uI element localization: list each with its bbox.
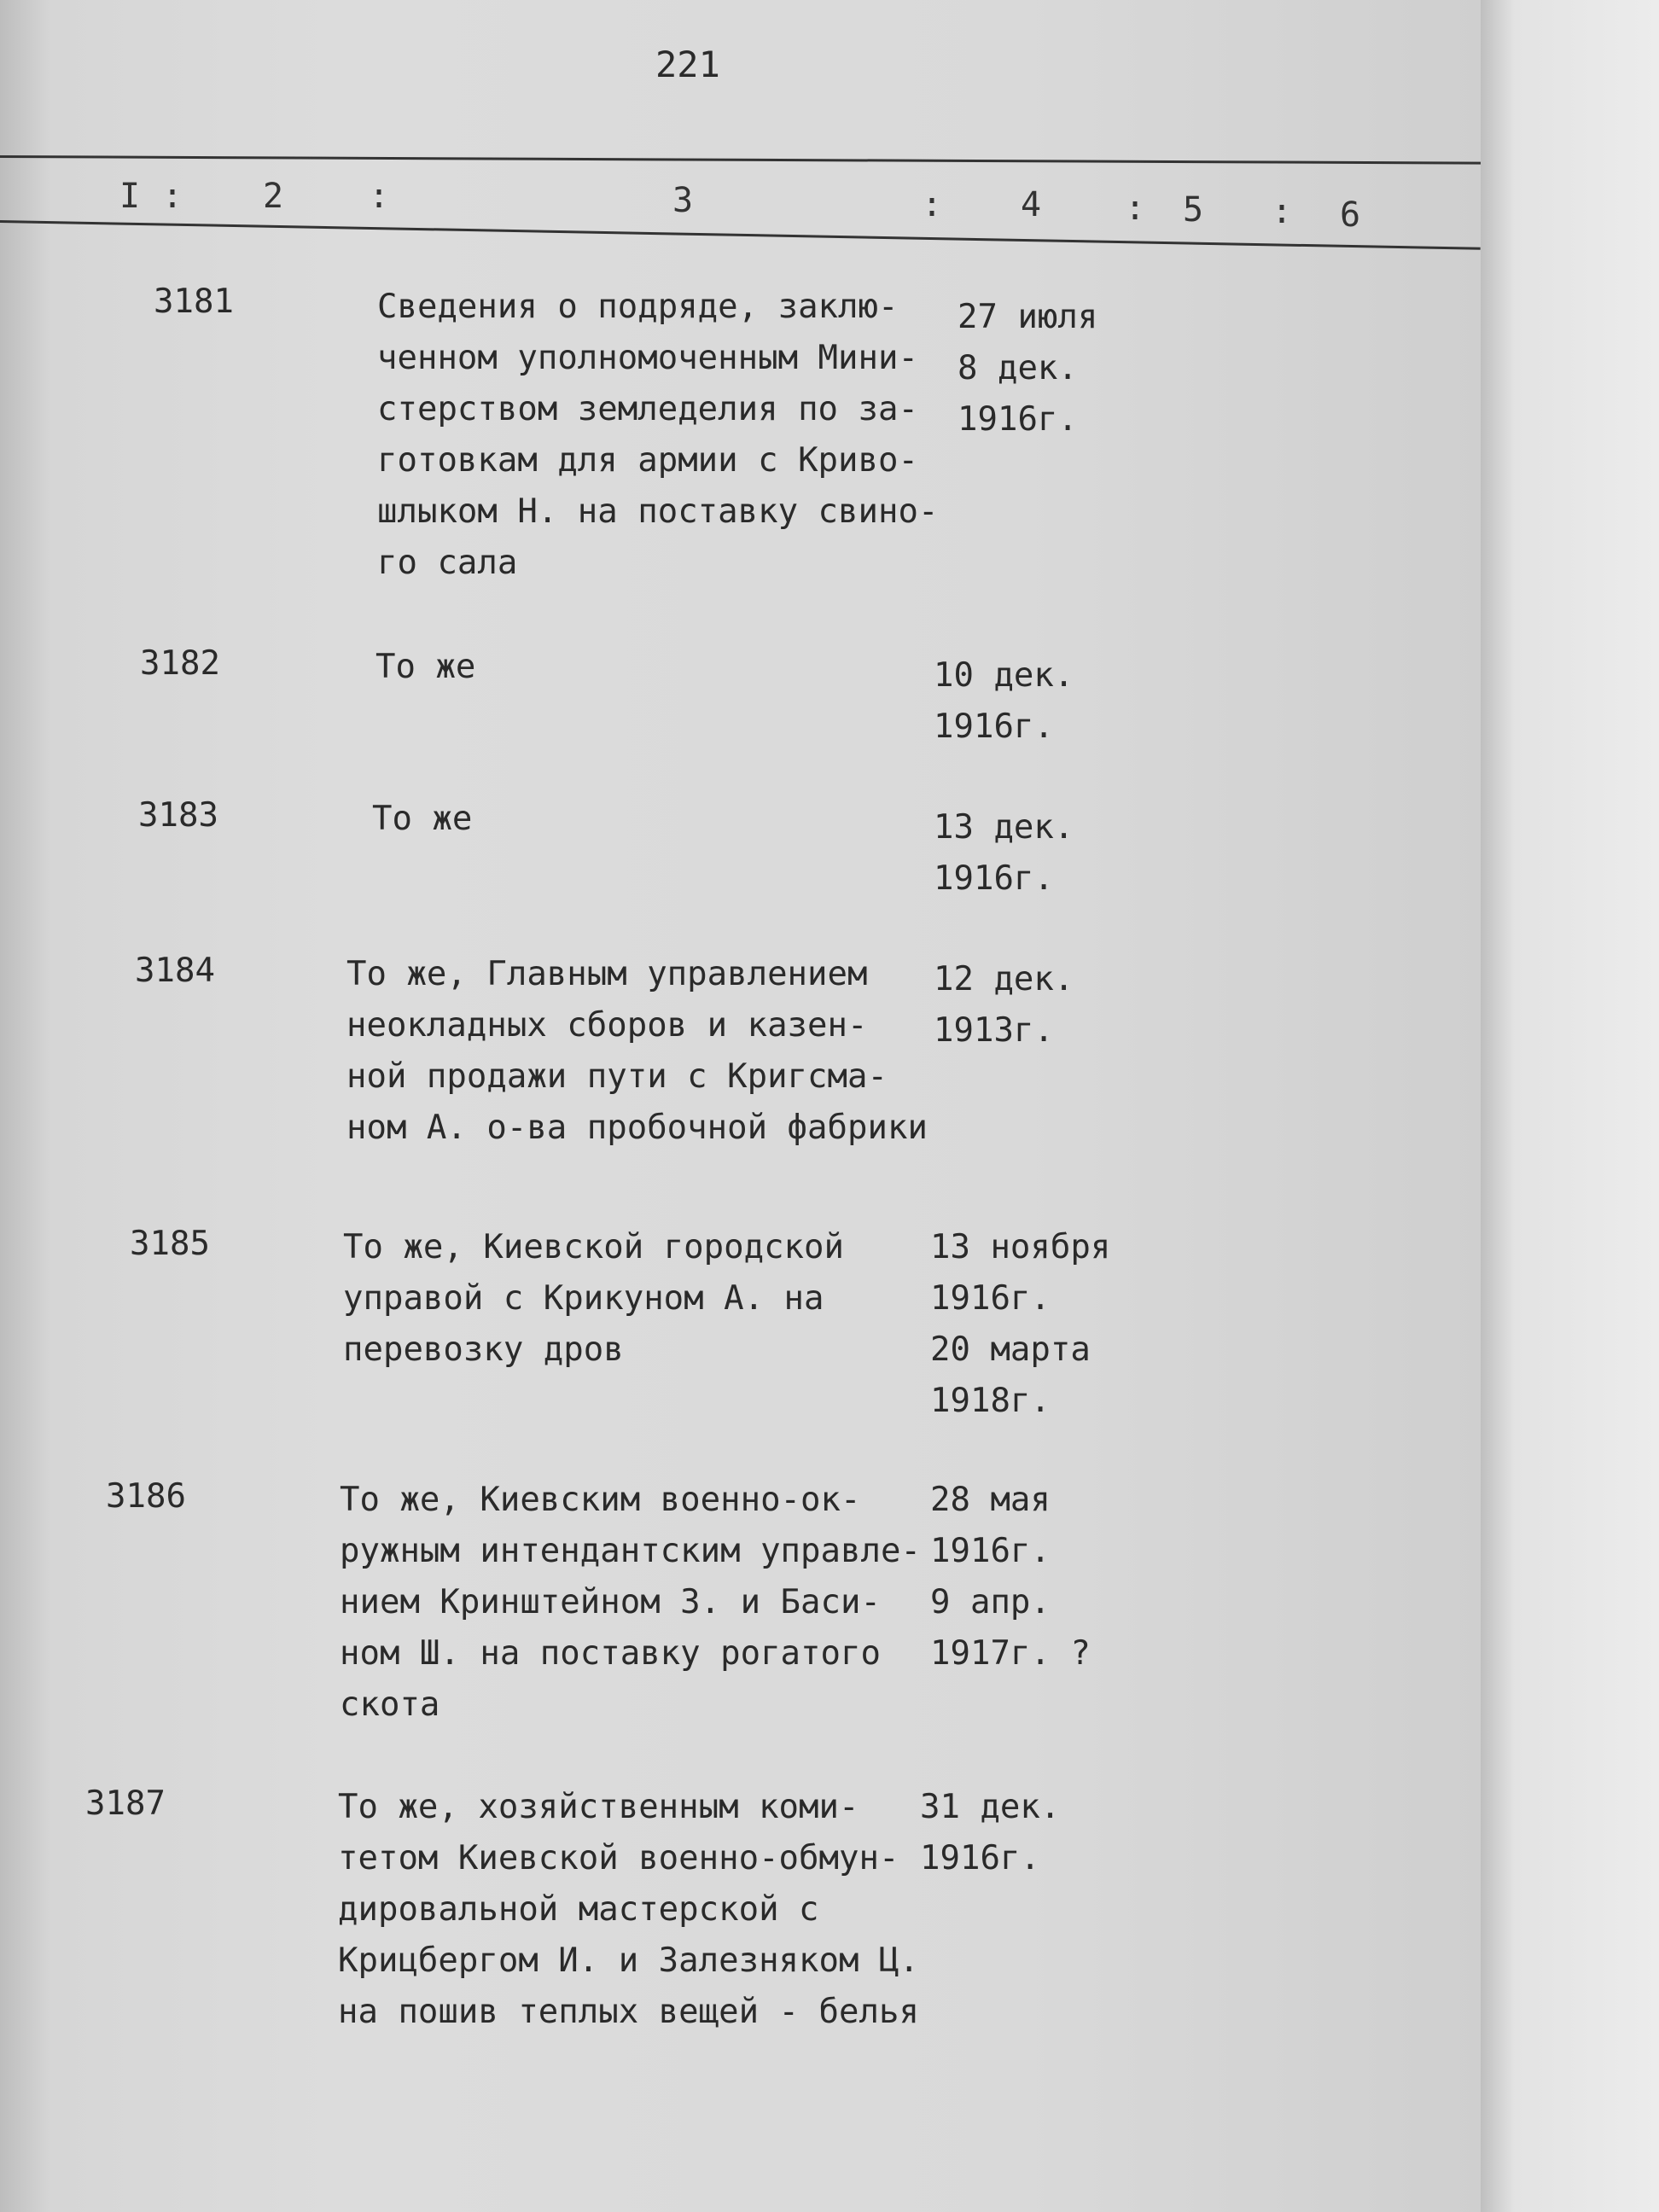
entry-dates: 28 мая 1916г. 9 апр. 1917г. ? [930, 1481, 1091, 1673]
entry-description: То же [372, 800, 473, 838]
page-number: 221 [655, 44, 720, 85]
column-header-3: 3 [672, 181, 694, 220]
entry-description: То же [375, 648, 476, 686]
entry-dates: 31 дек. 1916г. [920, 1788, 1061, 1877]
entry-description: То же, хозяйственным коми- тетом Киевской военно-обмун- дировальной мастерской с Крицбергом И. и Залезняком Ц. на пошив теплых вещей - белья [338, 1788, 919, 2031]
entry-number: 3182 [140, 644, 220, 683]
column-header-separator: : [922, 185, 943, 224]
entry-number: 3181 [154, 282, 234, 321]
header-bottom-rule [0, 220, 1481, 250]
entry-dates: 10 дек. 1916г. [934, 656, 1074, 746]
entry-dates: 27 июля 8 дек. 1916г. [958, 298, 1098, 439]
column-header-separator: : [162, 177, 183, 216]
entry-description: То же, Киевской городской управой с Крикуном А. на перевозку дров [343, 1228, 844, 1369]
page-edge-shadow [1481, 0, 1659, 2212]
entry-dates: 12 дек. 1913г. [934, 960, 1074, 1050]
entry-number: 3185 [130, 1225, 210, 1263]
column-header-separator: : [369, 177, 390, 216]
entry-number: 3184 [135, 952, 215, 990]
entry-number: 3187 [85, 1784, 166, 1823]
entry-dates: 13 ноября 1916г. 20 марта 1918г. [930, 1228, 1111, 1420]
column-header-4: 4 [1021, 185, 1042, 224]
column-header-separator: : [1125, 189, 1146, 228]
column-header-6: 6 [1340, 195, 1361, 235]
entry-number: 3186 [106, 1477, 186, 1516]
entry-description: То же, Киевским военно-ок- ружным интендантским управле- нием Кринштейном З. и Баси- ном Ш. на поставку рогатого скота [340, 1481, 921, 1724]
header-top-rule [0, 155, 1481, 165]
column-header-separator: : [1272, 192, 1293, 231]
column-header-5: 5 [1183, 190, 1204, 230]
entry-dates: 13 дек. 1916г. [934, 808, 1074, 898]
column-header-2: 2 [263, 177, 284, 216]
entry-description: То же, Главным управлением неокладных сборов и казен- ной продажи пути с Кригсма- ном А. о-ва пробочной фабрики [346, 955, 928, 1147]
entry-description: Сведения о подряде, заклю- ченном уполномоченным Мини- стерством земледелия по за- готовкам для армии с Криво- шлыком Н. на поставку свино- го сала [377, 288, 939, 582]
column-header-1: I [119, 177, 141, 216]
entry-number: 3183 [138, 796, 218, 835]
